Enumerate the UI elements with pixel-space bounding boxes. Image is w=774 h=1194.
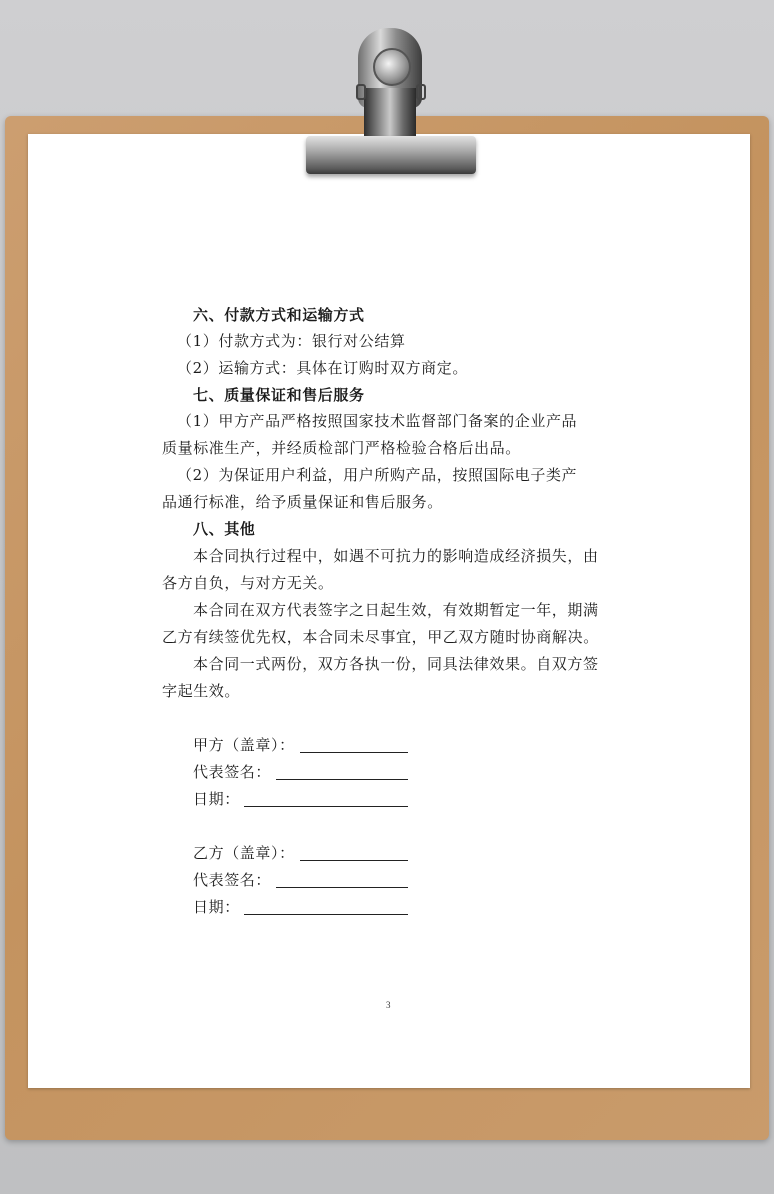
section-8-para-2-line-1: 本合同在双方代表签字之日起生效，有效期暂定一年，期满 [193, 601, 599, 619]
clip-hole [373, 48, 411, 86]
clip-wire-left [356, 84, 366, 100]
section-7-item-1-line-2: 质量标准生产，并经质检部门严格检验合格后出品。 [162, 439, 521, 457]
party-b-date-line [244, 914, 408, 915]
party-b-rep-label: 代表签名： [193, 871, 272, 889]
section-7-item-1-line-1: （1）甲方产品严格按照国家技术监督部门备案的企业产品 [177, 412, 578, 430]
section-8-para-1-line-2: 各方自负，与对方无关。 [162, 574, 334, 592]
section-6-heading: 六、付款方式和运输方式 [193, 306, 365, 324]
party-a-seal-label: 甲方（盖章）： [193, 736, 295, 754]
party-a-date-line [244, 806, 408, 807]
section-7-heading: 七、质量保证和售后服务 [193, 386, 365, 404]
clip-wire-right [416, 84, 426, 100]
section-7-item-2-line-2: 品通行标准，给予质量保证和售后服务。 [162, 493, 443, 511]
clip-base [306, 136, 476, 174]
party-b-seal-label: 乙方（盖章）： [193, 844, 295, 862]
party-b-date-label: 日期： [193, 898, 240, 916]
page-number: 3 [386, 1000, 391, 1010]
clip-neck [364, 88, 416, 142]
section-8-heading: 八、其他 [193, 520, 256, 538]
section-6-item-1: （1）付款方式为：银行对公结算 [177, 332, 406, 350]
party-b-seal-line [300, 860, 408, 861]
party-a-date-label: 日期： [193, 790, 240, 808]
party-b-rep-line [276, 887, 408, 888]
section-8-para-2-line-2: 乙方有续签优先权，本合同未尽事宜，甲乙双方随时协商解决。 [162, 628, 599, 646]
party-a-rep-line [276, 779, 408, 780]
party-a-seal-line [300, 752, 408, 753]
party-a-rep-label: 代表签名： [193, 763, 272, 781]
section-8-para-1-line-1: 本合同执行过程中，如遇不可抗力的影响造成经济损失，由 [193, 547, 599, 565]
section-8-para-3-line-2: 字起生效。 [162, 682, 241, 700]
section-8-para-3-line-1: 本合同一式两份，双方各执一份，同具法律效果。自双方签 [193, 655, 599, 673]
section-7-item-2-line-1: （2）为保证用户利益，用户所购产品，按照国际电子类产 [177, 466, 578, 484]
section-6-item-2: （2）运输方式：具体在订购时双方商定。 [177, 359, 468, 377]
